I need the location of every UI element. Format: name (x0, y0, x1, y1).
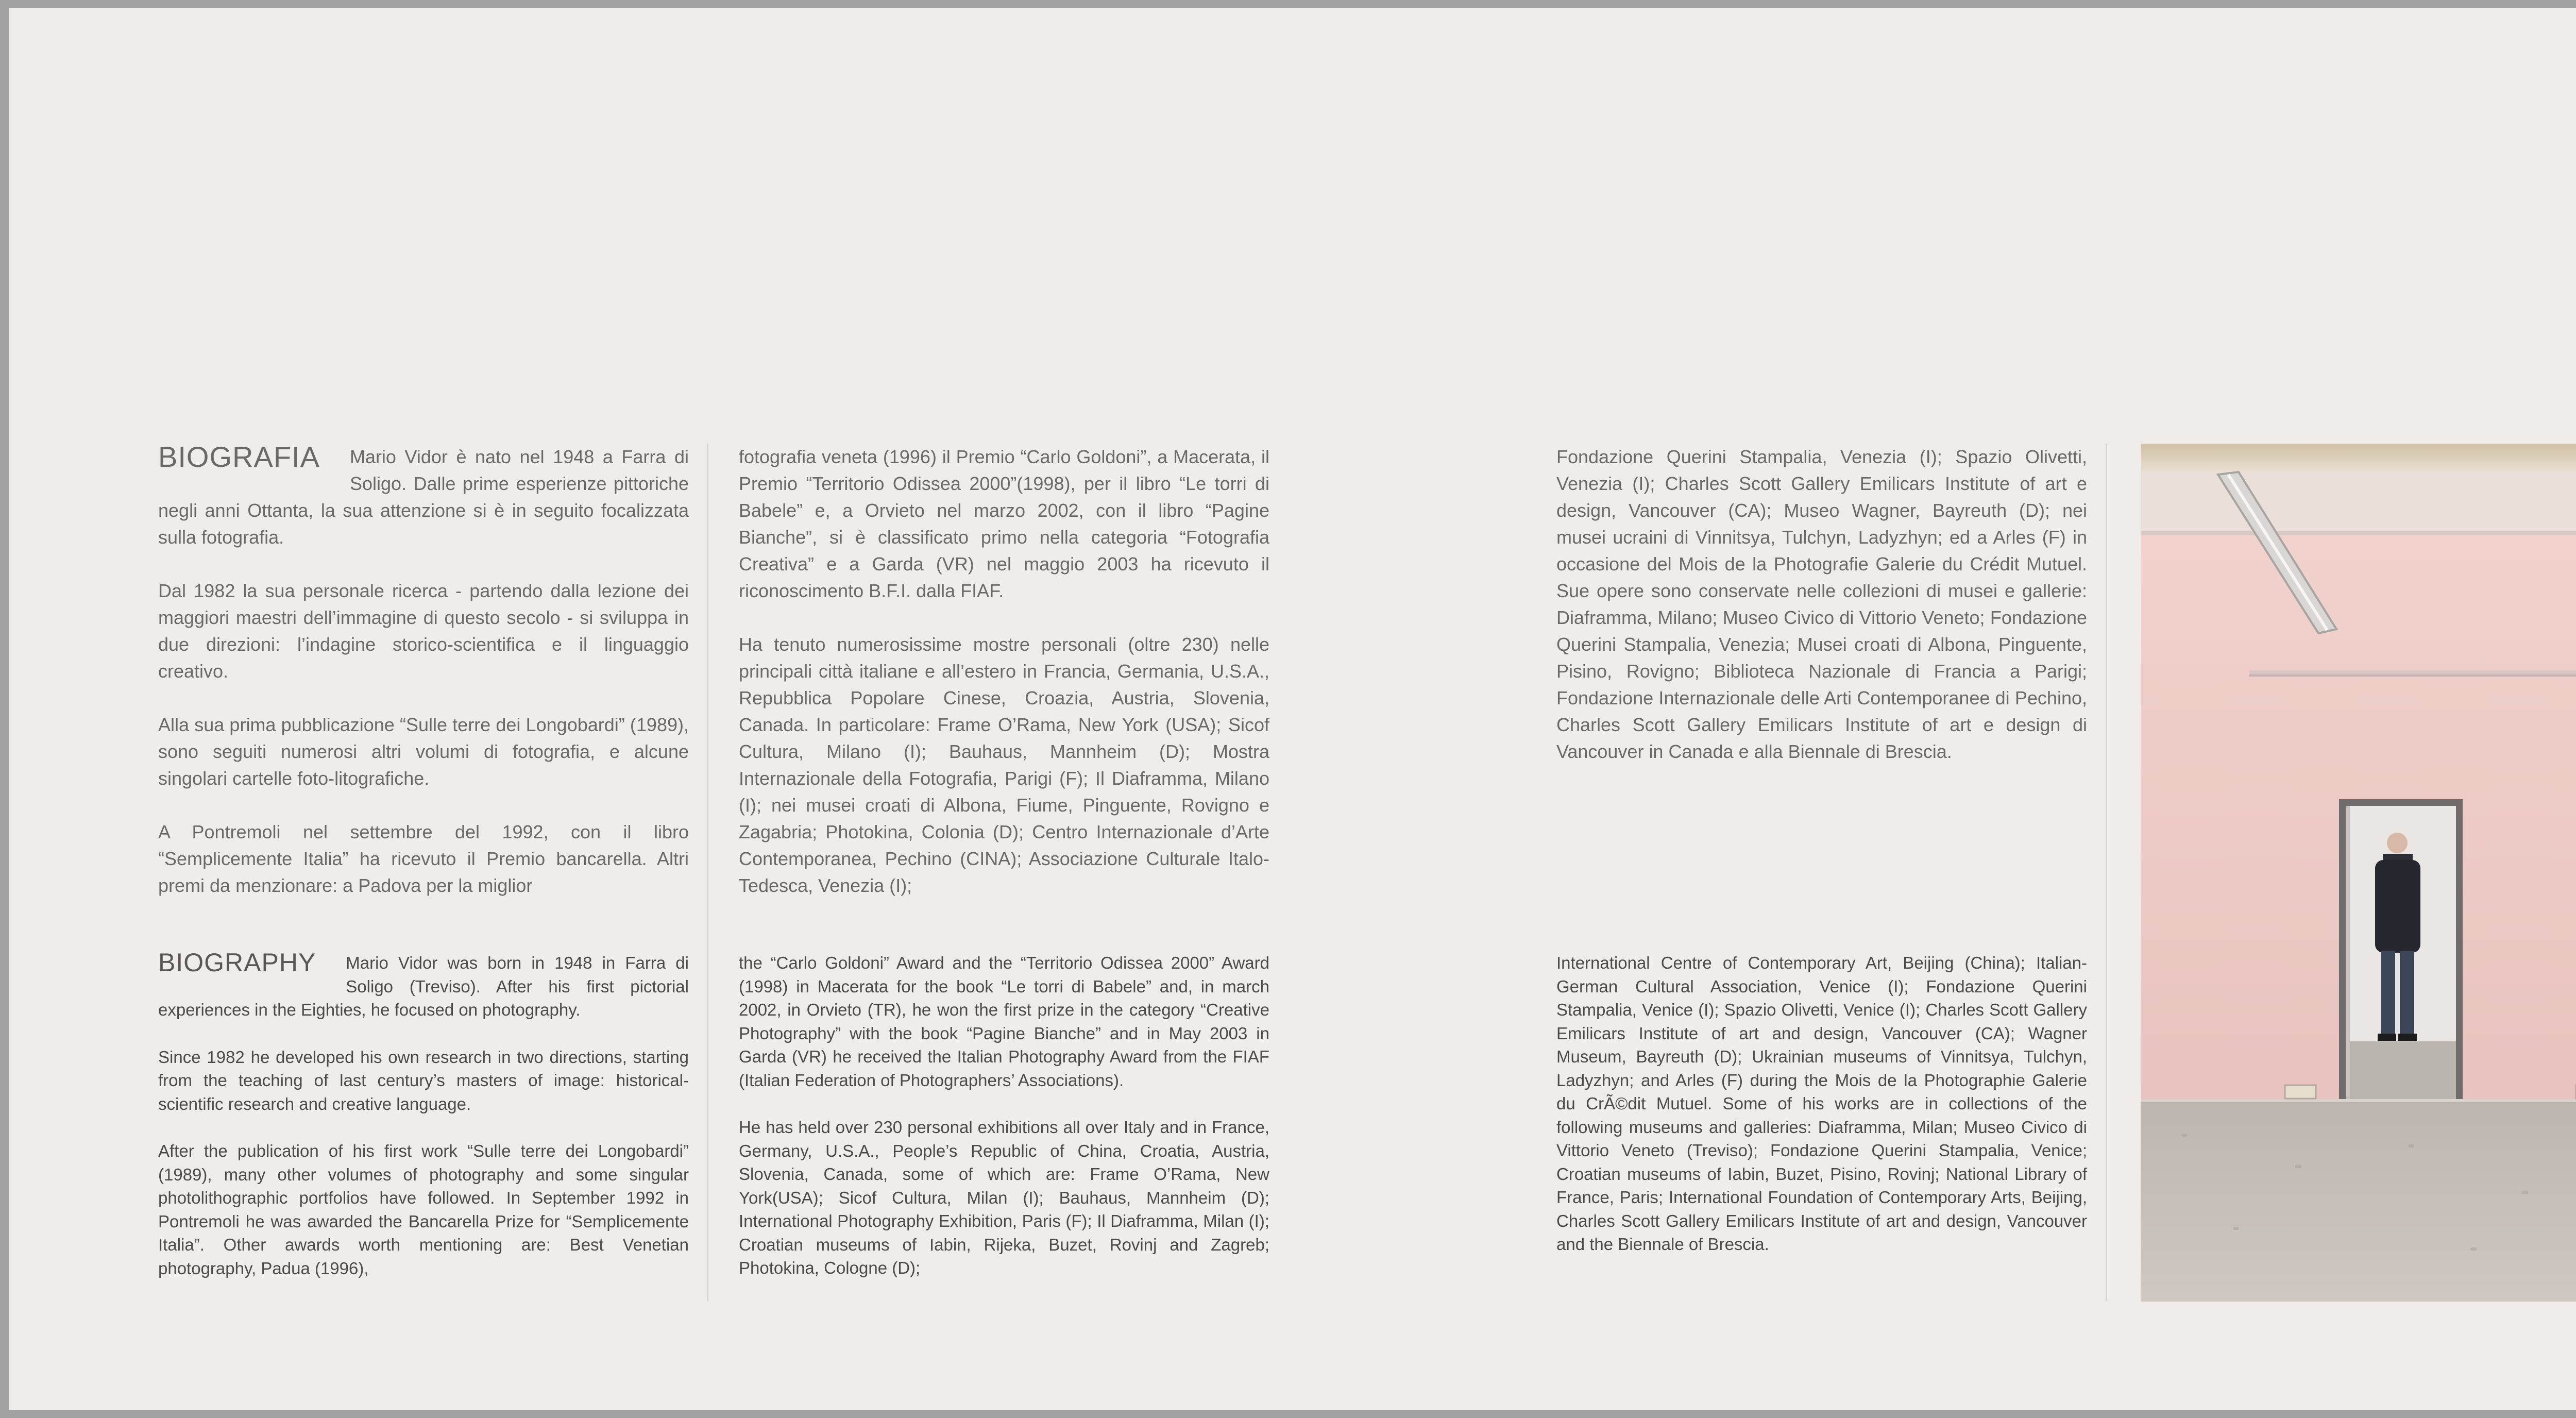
biografia-column-1 (158, 441, 689, 899)
biography-heading: BIOGRAPHY (158, 948, 316, 977)
paragraph: Mario Vidor was born in 1948 in Farra di Soligo (Treviso). After his first pictorial experiences in the Eighties, he focused on photography. (158, 953, 689, 1019)
paragraph: Dal 1982 la sua personale ricerca - partendo dalla lezione dei maggiori maestri dell’immagine di questo secolo - si sviluppa in due direzioni: l’indagine storico-scientifica e il linguaggio creativo. (158, 580, 689, 682)
paragraph: A Pontremoli nel settembre del 1992, con il libro “Semplicemente Italia” ha ricevuto il Premio bancarella. Altri premi da menzionare: a Padova per la miglior (158, 821, 689, 896)
paragraph: Mario Vidor è nato nel 1948 a Farra di Soligo. Dalle prime esperienze pittoriche negli anni Ottanta, la sua attenzione si è in seguito focalizzata sulla fotografia. (158, 446, 689, 548)
biografia-column-3 (1556, 444, 2087, 765)
book-spread (9, 8, 2576, 1410)
paragraph: After the publication of his first work “Sulle terre dei Longobardi” (1989), many other volumes of photography and some singular photolithographic portfolios have followed. In September 1992 in Pontremoli he was awarded the Bancarella Prize for “Semplicemente Italia”. Other awards worth mentioning are: Best Venetian photography, Padua (1996), (158, 1141, 689, 1278)
biography-column-2 (739, 951, 1269, 1280)
column-divider (707, 444, 708, 1302)
paragraph: Ha tenuto numerosissime mostre personali (oltre 230) nelle principali città italiane e all’estero in Francia, Germania, U.S.A., Repubblica Popolare Cinese, Croazia, Austria, Slovenia, Canada. In particolare: Frame O’Rama, New York (USA); Sicof Cultura, Milano (I); Bauhaus, Mannheim (D); Mostra Internazionale della Fotografia, Parigi (F); Il Diaframma, Milano (I); nei musei croati di Albona, Fiume, Pinguente, Rovigno e Zagabria; Photokina, Colonia (D); Centro Internazionale d’Arte Contemporanea, Pechino (CINA); Associazione Culturale Italo-Tedesca, Venezia (I); (739, 634, 1269, 896)
biografia-column-2 (739, 444, 1269, 899)
paragraph: He has held over 230 personal exhibitions all over Italy and in France, Germany, U.S.A., People’s Republic of China, Croatia, Austria, Slovenia, Canada, some of which are: Frame O’Rama, New York(USA); Sicof Cultura, Milan (I); Bauhaus, Mannheim (D); International Photography Exhibition, Paris (F); Il Diaframma, Milan (I); Croatian museums of Iabin, Rijeka, Buzet, Rovinj and Zagreb; Photokina, Cologne (D); (739, 1118, 1269, 1277)
paragraph: Fondazione Querini Stampalia, Venezia (I); Spazio Olivetti, Venezia (I); Charles Scott Gallery Emilicars Institute of art e design, Vancouver (CA); Museo Wagner, Bayreuth (D); nei musei ucraini di Vinnitsya, Tulchyn, Ladyzhyn; ed a Arles (F) in occasione del Mois de la Photografie Galerie du Crédit Mutuel. Sue opere sono conservate nelle collezioni di musei e gallerie: Diaframma, Milano; Museo Civico di Vittorio Veneto; Fondazione Querini Stampalia, Venezia; Musei croati di Albona, Pinguente, Pisino, Rovigno; Biblioteca Nazionale di Francia a Parigi; Fondazione Internazionale delle Arti Contemporanee di Pechino, Charles Scott Gallery Emilicars Institute of art e design di Vancouver in Canada e alla Biennale di Brescia. (1556, 446, 2087, 762)
portrait-photo-icon (2141, 444, 2576, 1302)
paragraph: Since 1982 he developed his own research in two directions, starting from the teaching of last century’s masters of image: historical-scientific research and creative language. (158, 1047, 689, 1113)
biografia-heading: BIOGRAFIA (158, 441, 320, 473)
paragraph: fotografia veneta (1996) il Premio “Carlo Goldoni”, a Macerata, il Premio “Territorio Odissea 2000”(1998), per il libro “Le torri di Babele” e, a Orvieto nel marzo 2002, con il libro “Pagine Bianche”, si è classificato primo nella categoria “Fotografia Creativa” e a Garda (VR) nel maggio 2003 ha ricevuto il riconoscimento B.F.I. dalla FIAF. (739, 446, 1269, 601)
column-divider (2106, 444, 2107, 1302)
portrait-photo (2141, 444, 2576, 1302)
paragraph: International Centre of Contemporary Art, Beijing (China); Italian-German Cultural Association, Venice (I); Fondazione Querini Stampalia, Venice (I); Spazio Olivetti, Venice (I); Charles Scott Gallery Emilicars Institute of art and design, Vancouver (CA); Wagner Museum, Bayreuth (D); Ukrainian museums of Vinnitsya, Tulchyn, Ladyzhyn; and Arles (F) during the Mois de la Photographie Galerie du CrÃ©dit Mutuel. Some of his works are in collections of the following museums and galleries: Diaframma, Milan; Museo Civico di Vittorio Veneto (Treviso); Fondazione Querini Stampalia, Venice; Croatian museums of Iabin, Buzet, Pisino, Rovinj; National Library of France, Paris; International Foundation of Contemporary Arts, Beijing, Charles Scott Gallery Emilicars Institute of art and design, Vancouver and the Biennale of Brescia. (1556, 953, 2087, 1254)
paragraph: Alla sua prima pubblicazione “Sulle terre dei Longobardi” (1989), sono seguiti numerosi altri volumi di fotografia, e alcune singolari cartelle foto-litografiche. (158, 714, 689, 789)
biography-column-1 (158, 948, 689, 1280)
biography-column-3 (1556, 951, 2087, 1256)
paragraph: the “Carlo Goldoni” Award and the “Territorio Odissea 2000” Award (1998) in Macerata for the book “Le torri di Babele” and, in march 2002, in Orvieto (TR), he won the first prize in the category “Creative Photography” with the book “Pagine Bianche” and in May 2003 in Garda (VR) he received the Italian Photography Award from the FIAF (Italian Federation of Photographers’ Associations). (739, 953, 1269, 1090)
